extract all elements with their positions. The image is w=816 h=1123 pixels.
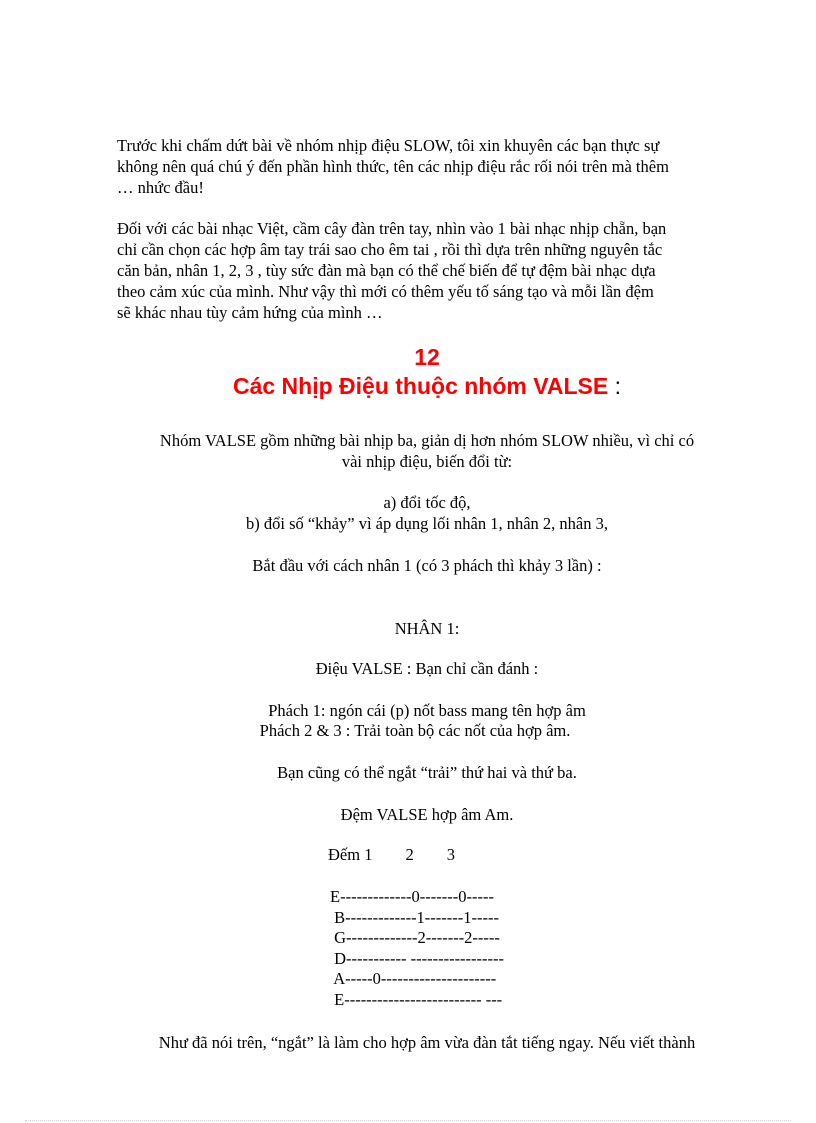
section-title — [117, 372, 737, 400]
section-title-text: Các Nhịp Điệu thuộc nhóm VALSE — [232, 373, 609, 399]
tab-line-b: B-------------1-------1----- — [330, 907, 499, 927]
closing-line: Như đã nói trên, “ngắt” là làm cho hợp âm vừa đàn tắt tiếng ngay. Nếu viết thành — [158, 1033, 696, 1052]
text-line: Trước khi chấm dứt bài về nhóm nhịp điệu SLOW, tôi xin khuyên các bạn thực sự — [117, 136, 660, 155]
tab-line-a: A-----0--------------------- — [330, 969, 497, 988]
start-instruction: Bắt đầu với cách nhân 1 (có 3 phách thì khảy 3 lần) : — [252, 556, 602, 575]
text-line: căn bản, nhân 1, 2, 3 , tùy sức đàn mà bạn có thể chế biến để tự đệm bài nhạc dựa — [117, 261, 656, 280]
tab-line-e-low: E------------------------- --- — [330, 989, 503, 1009]
phach-2-3: Phách 2 & 3 : Trải toàn bộ các nốt của hợp âm. — [259, 721, 571, 740]
section-title-colon: : — [614, 373, 622, 399]
ngat-note: Bạn cũng có thể ngắt “trải” thứ hai và thứ ba. — [277, 763, 577, 782]
intro-paragraph-2 — [117, 218, 737, 323]
page-bottom-divider — [25, 1120, 791, 1121]
text-line: chỉ cần chọn các hợp âm tay trái sao cho êm tai , rồi thì dựa trên những nguyên tắc — [117, 240, 663, 259]
tab-line-g: G-------------2-------2----- — [330, 928, 500, 947]
text-line: không nên quá chú ý đến phần hình thức, tên các nhịp điệu rắc rối nói trên mà thêm — [117, 157, 669, 176]
point-b: b) đổi số “khảy” vì áp dụng lối nhân 1, nhân 2, nhân 3, — [245, 514, 609, 533]
valse-instruction: Điệu VALSE : Bạn chỉ cần đánh : — [315, 659, 539, 678]
valse-intro-line-1: Nhóm VALSE gồm những bài nhịp ba, giản dị hơn nhóm SLOW nhiều, vì chỉ có — [159, 431, 695, 450]
text-line: … nhức đầu! — [117, 178, 204, 197]
section-number: 12 — [414, 344, 440, 370]
text-line: theo cảm xúc của mình. Như vậy thì mới có thêm yếu tố sáng tạo và mỗi lần đệm — [117, 282, 654, 301]
valse-intro-line-2: vài nhịp điệu, biến đổi từ: — [341, 452, 513, 471]
point-a: a) đổi tốc độ, — [383, 493, 471, 512]
beat-count: Đếm 1 2 3 — [328, 845, 455, 864]
dem-valse-am: Đệm VALSE hợp âm Am. — [340, 805, 514, 824]
tab-line-e-high: E-------------0-------0----- — [330, 887, 494, 906]
intro-paragraph-1 — [117, 135, 737, 198]
phach-1: Phách 1: ngón cái (p) nốt bass mang tên hợp âm — [268, 701, 586, 720]
nhan1-heading: NHÂN 1: — [394, 619, 460, 638]
text-line: Đối với các bài nhạc Việt, cầm cây đàn trên tay, nhìn vào 1 bài nhạc nhịp chẵn, bạn — [117, 219, 667, 238]
text-line: sẽ khác nhau tùy cảm hứng của mình … — [117, 303, 383, 322]
tab-line-d: D----------- ----------------- — [330, 948, 505, 968]
